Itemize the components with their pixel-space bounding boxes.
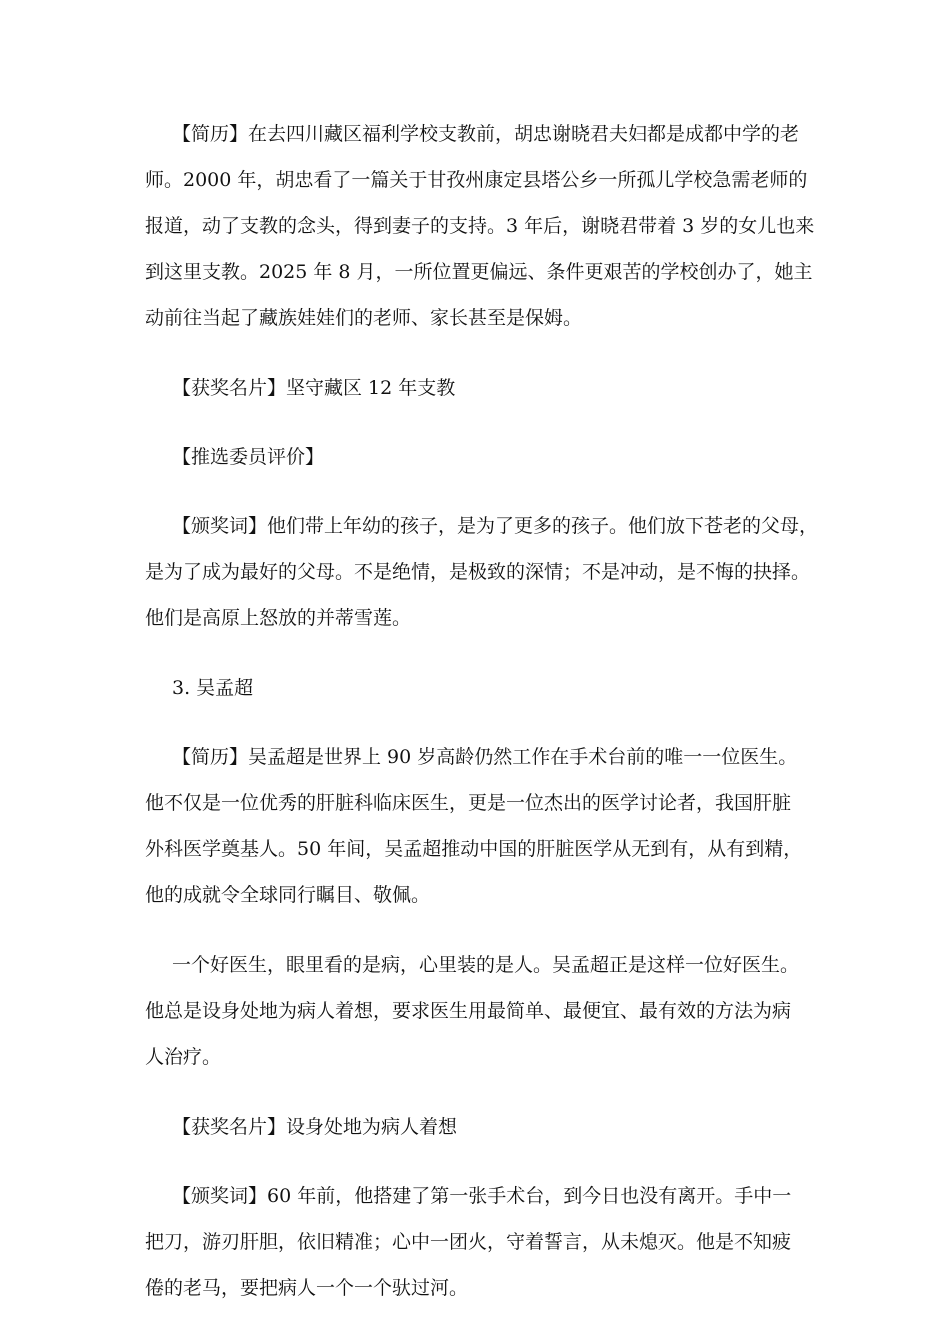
paragraph-line: 他的成就令全球同行瞩目、敬佩。 — [145, 884, 431, 906]
award-title-line: 【获奖名片】坚守藏区 12 年支教 — [172, 377, 456, 399]
paragraph-line: 他不仅是一位优秀的肝脏科临床医生，更是一位杰出的医学讨论者，我国肝脏 — [145, 792, 792, 814]
paragraph-line: 他们是高原上怒放的并蒂雪莲。 — [145, 607, 412, 629]
paragraph-line: 把刀，游刃肝胆，依旧精准；心中一团火，守着誓言，从未熄灭。他是不知疲 — [145, 1231, 792, 1253]
paragraph-line: 【简历】吴孟超是世界上 90 岁高龄仍然工作在手术台前的唯一一位医生。 — [172, 746, 798, 768]
paragraph-line: 到这里支教。2025 年 8 月，一所位置更偏远、条件更艰苦的学校创办了，她主 — [145, 261, 813, 283]
paragraph-line: 人治疗。 — [145, 1046, 222, 1068]
committee-review-heading: 【推选委员评价】 — [172, 446, 325, 468]
paragraph-line: 师。2000 年，胡忠看了一篇关于甘孜州康定县塔公乡一所孤儿学校急需老师的 — [145, 169, 808, 191]
paragraph-line: 【简历】在去四川藏区福利学校支教前，胡忠谢晓君夫妇都是成都中学的老 — [172, 123, 800, 145]
paragraph-line: 报道，动了支教的念头，得到妻子的支持。3 年后，谢晓君带着 3 岁的女儿也来 — [145, 215, 815, 237]
paragraph-line: 他总是设身处地为病人着想，要求医生用最简单、最便宜、最有效的方法为病 — [145, 1000, 792, 1022]
section-heading: 3. 吴孟超 — [172, 677, 254, 699]
paragraph-line: 倦的老马，要把病人一个一个驮过河。 — [145, 1277, 469, 1299]
paragraph-line: 动前往当起了藏族娃娃们的老师、家长甚至是保姆。 — [145, 307, 583, 329]
paragraph-line: 【颁奖词】他们带上年幼的孩子，是为了更多的孩子。他们放下苍老的父母， — [172, 515, 819, 537]
paragraph-line: 外科医学奠基人。50 年间，吴孟超推动中国的肝脏医学从无到有，从有到精， — [145, 838, 803, 860]
paragraph-line: 【颁奖词】60 年前，他搭建了第一张手术台，到今日也没有离开。手中一 — [172, 1185, 792, 1207]
paragraph-line: 一个好医生，眼里看的是病，心里装的是人。吴孟超正是这样一位好医生。 — [172, 954, 800, 976]
award-title-line: 【获奖名片】设身处地为病人着想 — [172, 1116, 458, 1138]
paragraph-line: 是为了成为最好的父母。不是绝情，是极致的深情；不是冲动，是不悔的抉择。 — [145, 561, 811, 583]
